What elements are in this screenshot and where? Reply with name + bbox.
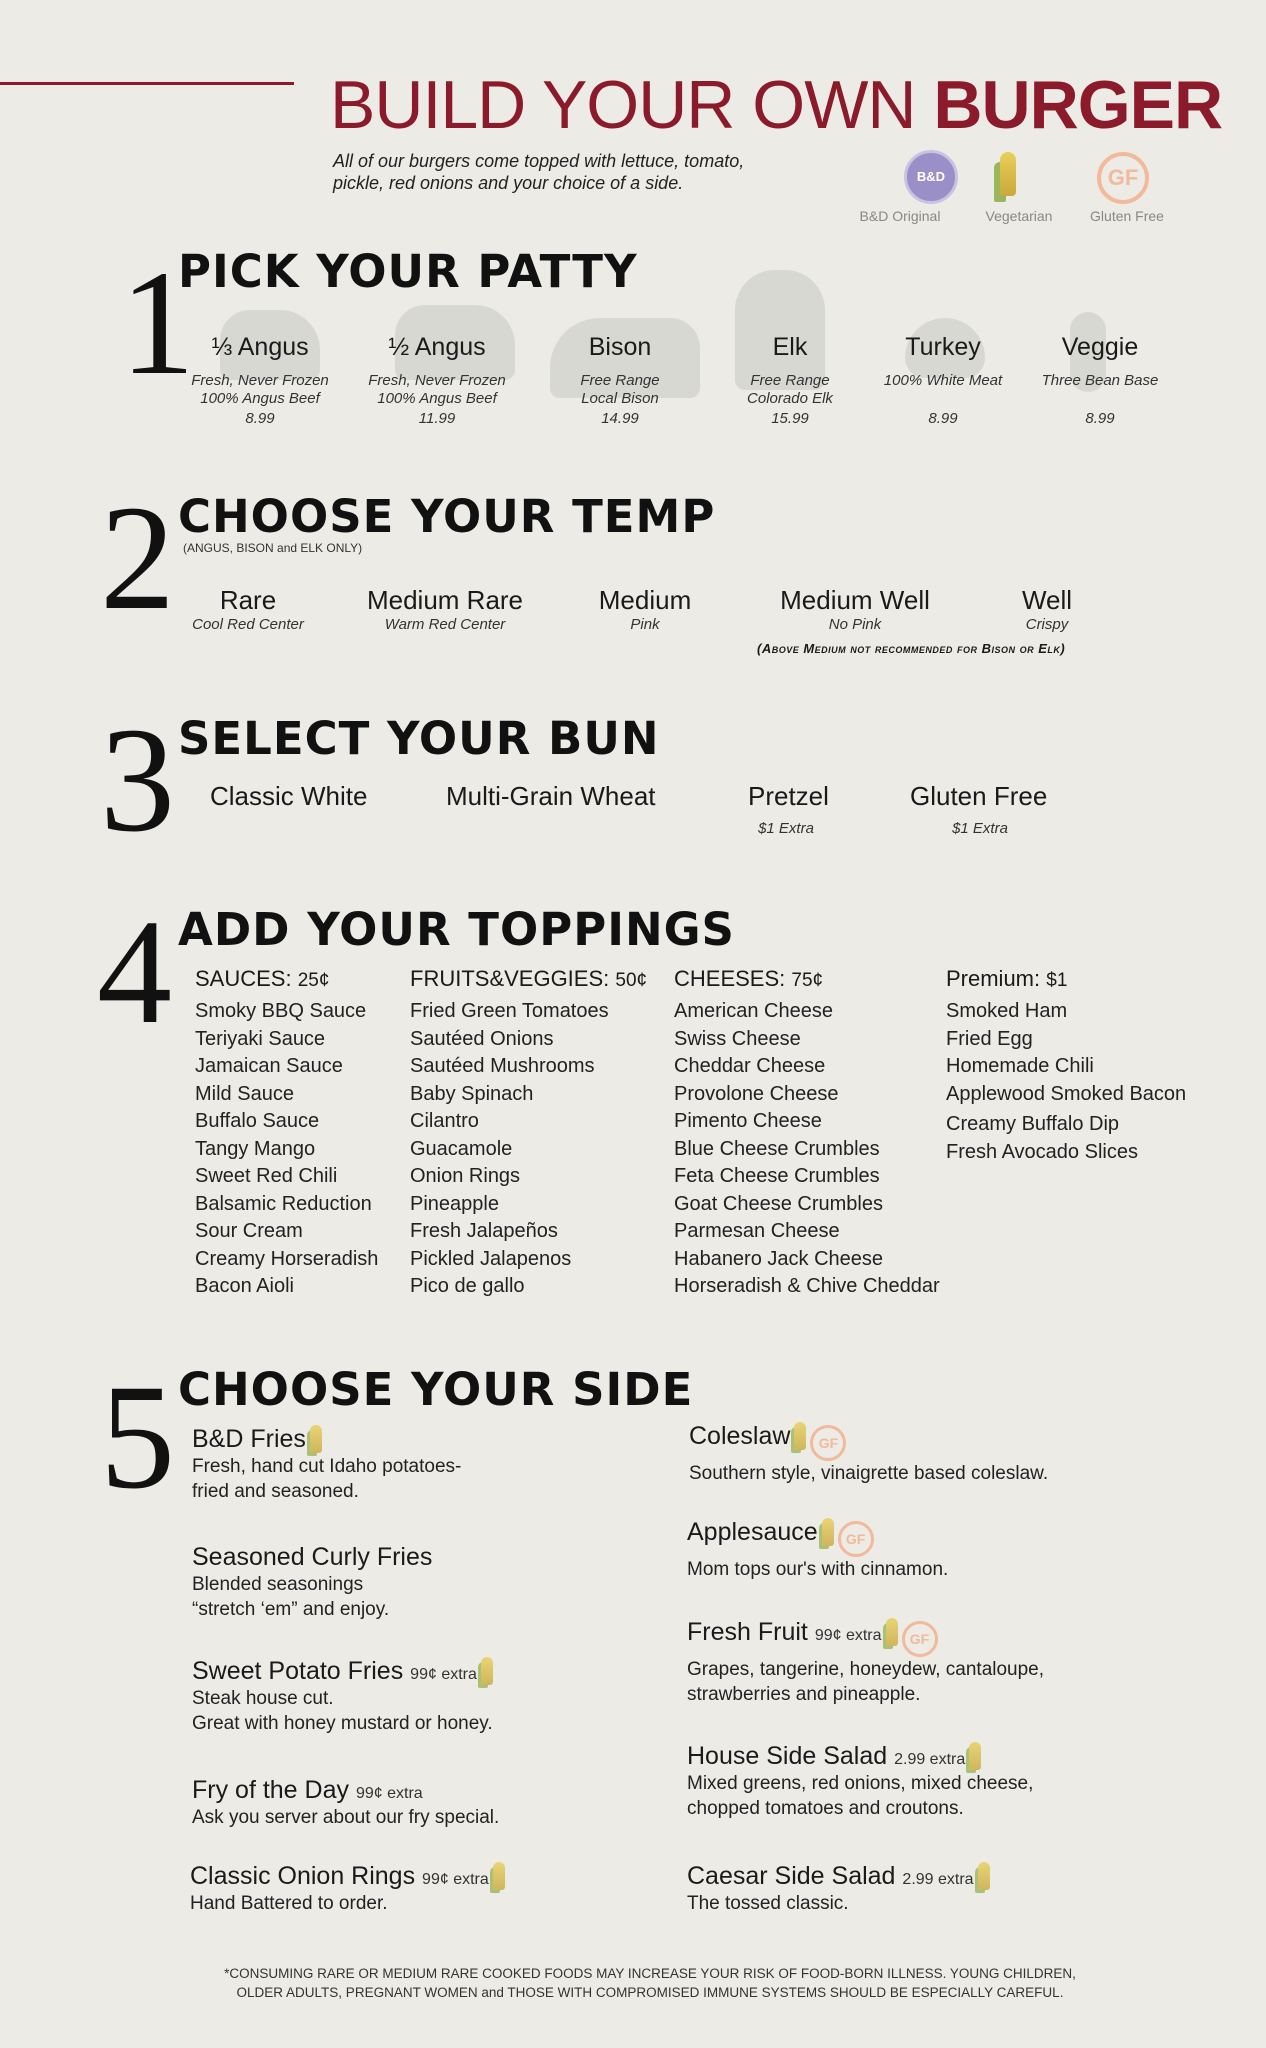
topping-item[interactable]: Pineapple [410, 1192, 499, 1215]
side-name: Fry of the Day 99¢ extra [192, 1776, 423, 1804]
side-item[interactable] [687, 1618, 1044, 1707]
patty-desc: 100% White Meat [883, 372, 1003, 389]
vegetarian-icon [978, 1862, 990, 1890]
vegetarian-icon [822, 1518, 834, 1546]
gluten-free-icon: GF [838, 1521, 874, 1557]
side-desc: Blended seasonings [192, 1574, 364, 1595]
side-item[interactable] [687, 1862, 990, 1916]
corn-icon [1000, 152, 1016, 196]
patty-item[interactable] [1015, 333, 1185, 427]
side-name: Sweet Potato Fries 99¢ extra [192, 1657, 493, 1686]
patty-desc: Free Range [750, 372, 830, 389]
topping-item[interactable]: Guacamole [410, 1137, 513, 1160]
side-item[interactable] [687, 1742, 1033, 1821]
patty-desc [1015, 390, 1185, 408]
patty-item[interactable] [535, 333, 705, 427]
patty-price: 8.99 [245, 410, 275, 427]
bd-original-icon: B&D [904, 150, 958, 204]
toppings-list [946, 998, 1186, 1166]
vegetarian-icon [886, 1618, 898, 1646]
patty-item[interactable] [858, 333, 1028, 427]
side-name: House Side Salad 2.99 extra [687, 1742, 1033, 1771]
section-heading: SELECT YOUR BUN [178, 712, 660, 765]
side-desc: Southern style, vinaigrette based coleslaw. [689, 1463, 1049, 1484]
vegetarian-icon [493, 1862, 505, 1890]
patty-name: Bison [588, 333, 652, 361]
topping-item[interactable]: Homemade Chili [946, 1055, 1094, 1077]
side-name: Seasoned Curly Fries [192, 1543, 433, 1571]
topping-item[interactable]: Pickled Jalapenos [410, 1247, 572, 1270]
subtitle: All of our burgers come topped with lettuce, tomato, pickle, red onions and your choice of a side. [333, 151, 745, 193]
topping-item[interactable]: Parmesan Cheese [674, 1220, 840, 1242]
topping-item[interactable]: Smoky BBQ Sauce [195, 1000, 367, 1022]
topping-item[interactable]: Fresh Jalapeños [410, 1220, 558, 1242]
topping-item[interactable]: Creamy Horseradish [195, 1247, 379, 1270]
bun-option[interactable]: Gluten Free [910, 781, 1048, 811]
topping-item[interactable]: Sautéed Onions [410, 1027, 554, 1050]
side-desc: Steak house cut. [192, 1688, 334, 1709]
side-item[interactable] [192, 1776, 499, 1830]
side-name: Classic Onion Rings 99¢ extra [190, 1862, 505, 1891]
toppings-list [410, 998, 647, 1301]
section-heading: ADD YOUR TOPPINGS [178, 903, 735, 956]
step-number: 4 [97, 889, 172, 1055]
column-title: SAUCES: 25¢ [195, 966, 330, 991]
topping-item[interactable]: Creamy Buffalo Dip [946, 1113, 1120, 1135]
disclaimer-line: OLDER ADULTS, PREGNANT WOMEN and THOSE WITH COMPROMISED IMMUNE SYSTEMS SHOULD BE ESPECIALLY CAREFUL. [236, 1985, 1064, 2000]
patty-price: 15.99 [771, 410, 809, 427]
temp-name: Well [1021, 585, 1073, 615]
side-desc: Mixed greens, red onions, mixed cheese, [687, 1773, 1034, 1794]
topping-item[interactable]: Provolone Cheese [674, 1082, 839, 1105]
temp-desc: Pink [630, 616, 660, 633]
temp-item[interactable] [148, 585, 348, 633]
temp-item[interactable] [947, 585, 1147, 633]
topping-item[interactable]: Pico de gallo [410, 1275, 525, 1297]
topping-item[interactable]: Habanero Jack Cheese [674, 1247, 884, 1270]
topping-item[interactable]: Cheddar Cheese [674, 1055, 826, 1077]
temp-note: (ANGUS, BISON and ELK ONLY) [183, 541, 363, 555]
patty-name: Veggie [1061, 333, 1139, 361]
topping-item[interactable]: Swiss Cheese [674, 1027, 801, 1050]
vegetarian-icon [310, 1425, 322, 1453]
side-desc: fried and seasoned. [192, 1481, 359, 1502]
side-item[interactable] [687, 1518, 948, 1582]
column-title: CHEESES: 75¢ [674, 966, 824, 991]
side-desc: The tossed classic. [687, 1893, 849, 1914]
side-desc: Mom tops our's with cinnamon. [687, 1559, 949, 1580]
topping-item[interactable]: Feta Cheese Crumbles [674, 1165, 880, 1187]
topping-item[interactable]: Cilantro [410, 1110, 479, 1132]
patty-name: Turkey [905, 333, 981, 361]
temp-name: Medium Rare [366, 585, 524, 615]
legend-label: Gluten Free [1090, 208, 1164, 224]
side-item[interactable] [190, 1862, 505, 1916]
temp-desc: Crispy [1025, 616, 1069, 633]
vegetarian-icon [481, 1657, 493, 1685]
vegetarian-icon [794, 1422, 806, 1450]
topping-item[interactable]: Balsamic Reduction [195, 1192, 372, 1215]
patty-price: 14.99 [601, 410, 639, 427]
legend-label: B&D Original [859, 208, 941, 224]
topping-item[interactable]: Baby Spinach [410, 1082, 534, 1105]
patty-name: ⅓ Angus [211, 333, 309, 361]
vegetarian-icon [969, 1742, 981, 1770]
temp-desc: Warm Red Center [384, 616, 506, 633]
step-number: 1 [120, 240, 195, 406]
bun-extra: $1 Extra [758, 820, 814, 837]
toppings-list [195, 998, 378, 1301]
side-name: Coleslaw GF [689, 1422, 1048, 1461]
legend-label: Vegetarian [985, 208, 1053, 224]
topping-item[interactable]: Teriyaki Sauce [195, 1027, 326, 1050]
step-number: 3 [100, 697, 175, 863]
patty-desc: Fresh, Never Frozen [191, 372, 329, 389]
patty-name: ½ Angus [388, 333, 486, 361]
side-desc: Great with honey mustard or honey. [192, 1713, 493, 1734]
topping-item[interactable]: Horseradish & Chive Cheddar [674, 1275, 940, 1297]
side-desc: Hand Battered to order. [190, 1893, 388, 1914]
column-title: Premium: $1 [946, 966, 1068, 991]
gluten-free-icon: GF [810, 1425, 846, 1461]
column-title: FRUITS&VEGGIES: 50¢ [410, 966, 648, 991]
section-heading: PICK YOUR PATTY [178, 245, 638, 298]
side-name: Caesar Side Salad 2.99 extra [687, 1862, 990, 1891]
toppings-column-cheeses [674, 966, 940, 1301]
side-desc: “stretch ‘em” and enjoy. [192, 1599, 390, 1620]
toppings-column-sauces [195, 966, 378, 1301]
topping-item[interactable]: Pimento Cheese [674, 1110, 822, 1132]
side-desc: Fresh, hand cut Idaho potatoes- [192, 1456, 462, 1477]
topping-item[interactable]: Bacon Aioli [195, 1275, 294, 1297]
topping-item[interactable]: Onion Rings [410, 1165, 521, 1187]
health-disclaimer [160, 1964, 1140, 2002]
side-item[interactable] [192, 1543, 432, 1622]
title-rule [0, 82, 294, 85]
bun-option[interactable]: Classic White [210, 781, 368, 811]
topping-item[interactable]: Blue Cheese Crumbles [674, 1137, 880, 1160]
toppings-column-fruits-veggies [410, 966, 647, 1301]
temp-desc: No Pink [828, 616, 882, 633]
topping-item[interactable]: Goat Cheese Crumbles [674, 1192, 883, 1215]
topping-item[interactable]: Smoked Ham [946, 1000, 1068, 1022]
topping-item[interactable]: Fried Egg [946, 1027, 1033, 1050]
temp-item[interactable] [545, 585, 745, 633]
side-desc: Grapes, tangerine, honeydew, cantaloupe, [687, 1659, 1045, 1680]
page-title [330, 66, 1222, 144]
topping-item[interactable]: Tangy Mango [195, 1137, 316, 1160]
topping-item[interactable]: American Cheese [674, 1000, 833, 1022]
side-name: B&D Fries [192, 1425, 461, 1454]
topping-item[interactable]: Sweet Red Chili [195, 1165, 338, 1187]
side-item[interactable] [192, 1425, 461, 1504]
title-part2: BURGER [933, 67, 1223, 143]
patty-price: 11.99 [418, 410, 456, 427]
topping-item[interactable]: Mild Sauce [195, 1082, 294, 1105]
gluten-free-icon: GF [902, 1621, 938, 1657]
section-heading: CHOOSE YOUR TEMP [178, 490, 716, 543]
side-desc: Ask you server about our fry special. [192, 1807, 500, 1828]
bun-option[interactable]: Pretzel [748, 781, 829, 811]
patty-desc: 100% Angus Beef [377, 390, 497, 407]
section-heading: CHOOSE YOUR SIDE [178, 1363, 694, 1416]
temp-item[interactable] [345, 585, 545, 633]
patty-desc: 100% Angus Beef [200, 390, 320, 407]
gluten-free-icon [1097, 152, 1149, 204]
disclaimer-line: *CONSUMING RARE OR MEDIUM RARE COOKED FOODS MAY INCREASE YOUR RISK OF FOOD-BORN ILLNESS. YOUNG CHILDREN, [224, 1966, 1076, 1981]
toppings-list [674, 998, 940, 1301]
temp-name: Medium [598, 585, 692, 615]
patty-desc: Three Bean Base [1041, 372, 1159, 389]
patty-name: Elk [772, 333, 808, 361]
topping-item[interactable]: Buffalo Sauce [195, 1110, 320, 1132]
side-item[interactable] [689, 1422, 1048, 1486]
step-number: 5 [100, 1354, 175, 1520]
topping-item[interactable]: Applewood Smoked Bacon [946, 1082, 1187, 1105]
side-desc: strawberries and pineapple. [687, 1684, 921, 1705]
toppings-column-premium [946, 966, 1186, 1166]
topping-item[interactable]: Sour Cream [195, 1220, 303, 1242]
title-part1: BUILD YOUR OWN [330, 67, 916, 143]
patty-item[interactable] [352, 333, 522, 427]
patty-price: 8.99 [1085, 410, 1115, 427]
side-name: Applesauce GF [687, 1518, 948, 1557]
patty-desc: Colorado Elk [747, 390, 833, 407]
legend-bd-original [876, 150, 958, 204]
temp-name: Medium Well [780, 585, 930, 615]
topping-item[interactable]: Sautéed Mushrooms [410, 1055, 595, 1077]
temp-item[interactable] [755, 585, 955, 633]
temp-desc: Cool Red Center [192, 616, 304, 633]
patty-desc: Fresh, Never Frozen [368, 372, 506, 389]
temp-warning: (Above Medium not recommended for Bison or Elk) [757, 641, 1066, 656]
temp-name: Rare [219, 585, 277, 615]
gluten-free-mark: GF [1097, 152, 1149, 204]
step-number: 2 [100, 475, 175, 641]
side-desc: chopped tomatoes and croutons. [687, 1798, 964, 1819]
patty-item[interactable] [705, 333, 875, 427]
patty-desc: Local Bison [581, 390, 659, 407]
side-item[interactable] [192, 1657, 493, 1736]
patty-item[interactable] [175, 333, 345, 427]
bun-extra: $1 Extra [952, 820, 1008, 837]
patty-desc [858, 390, 1028, 408]
topping-item[interactable]: Fried Green Tomatoes [410, 1000, 609, 1022]
topping-item[interactable]: Jamaican Sauce [195, 1055, 343, 1077]
side-name: Fresh Fruit 99¢ extra GF [687, 1618, 1044, 1657]
bun-option[interactable]: Multi-Grain Wheat [446, 781, 656, 811]
patty-price: 8.99 [928, 410, 958, 427]
topping-item[interactable]: Fresh Avocado Slices [946, 1140, 1138, 1163]
patty-desc: Free Range [580, 372, 660, 389]
